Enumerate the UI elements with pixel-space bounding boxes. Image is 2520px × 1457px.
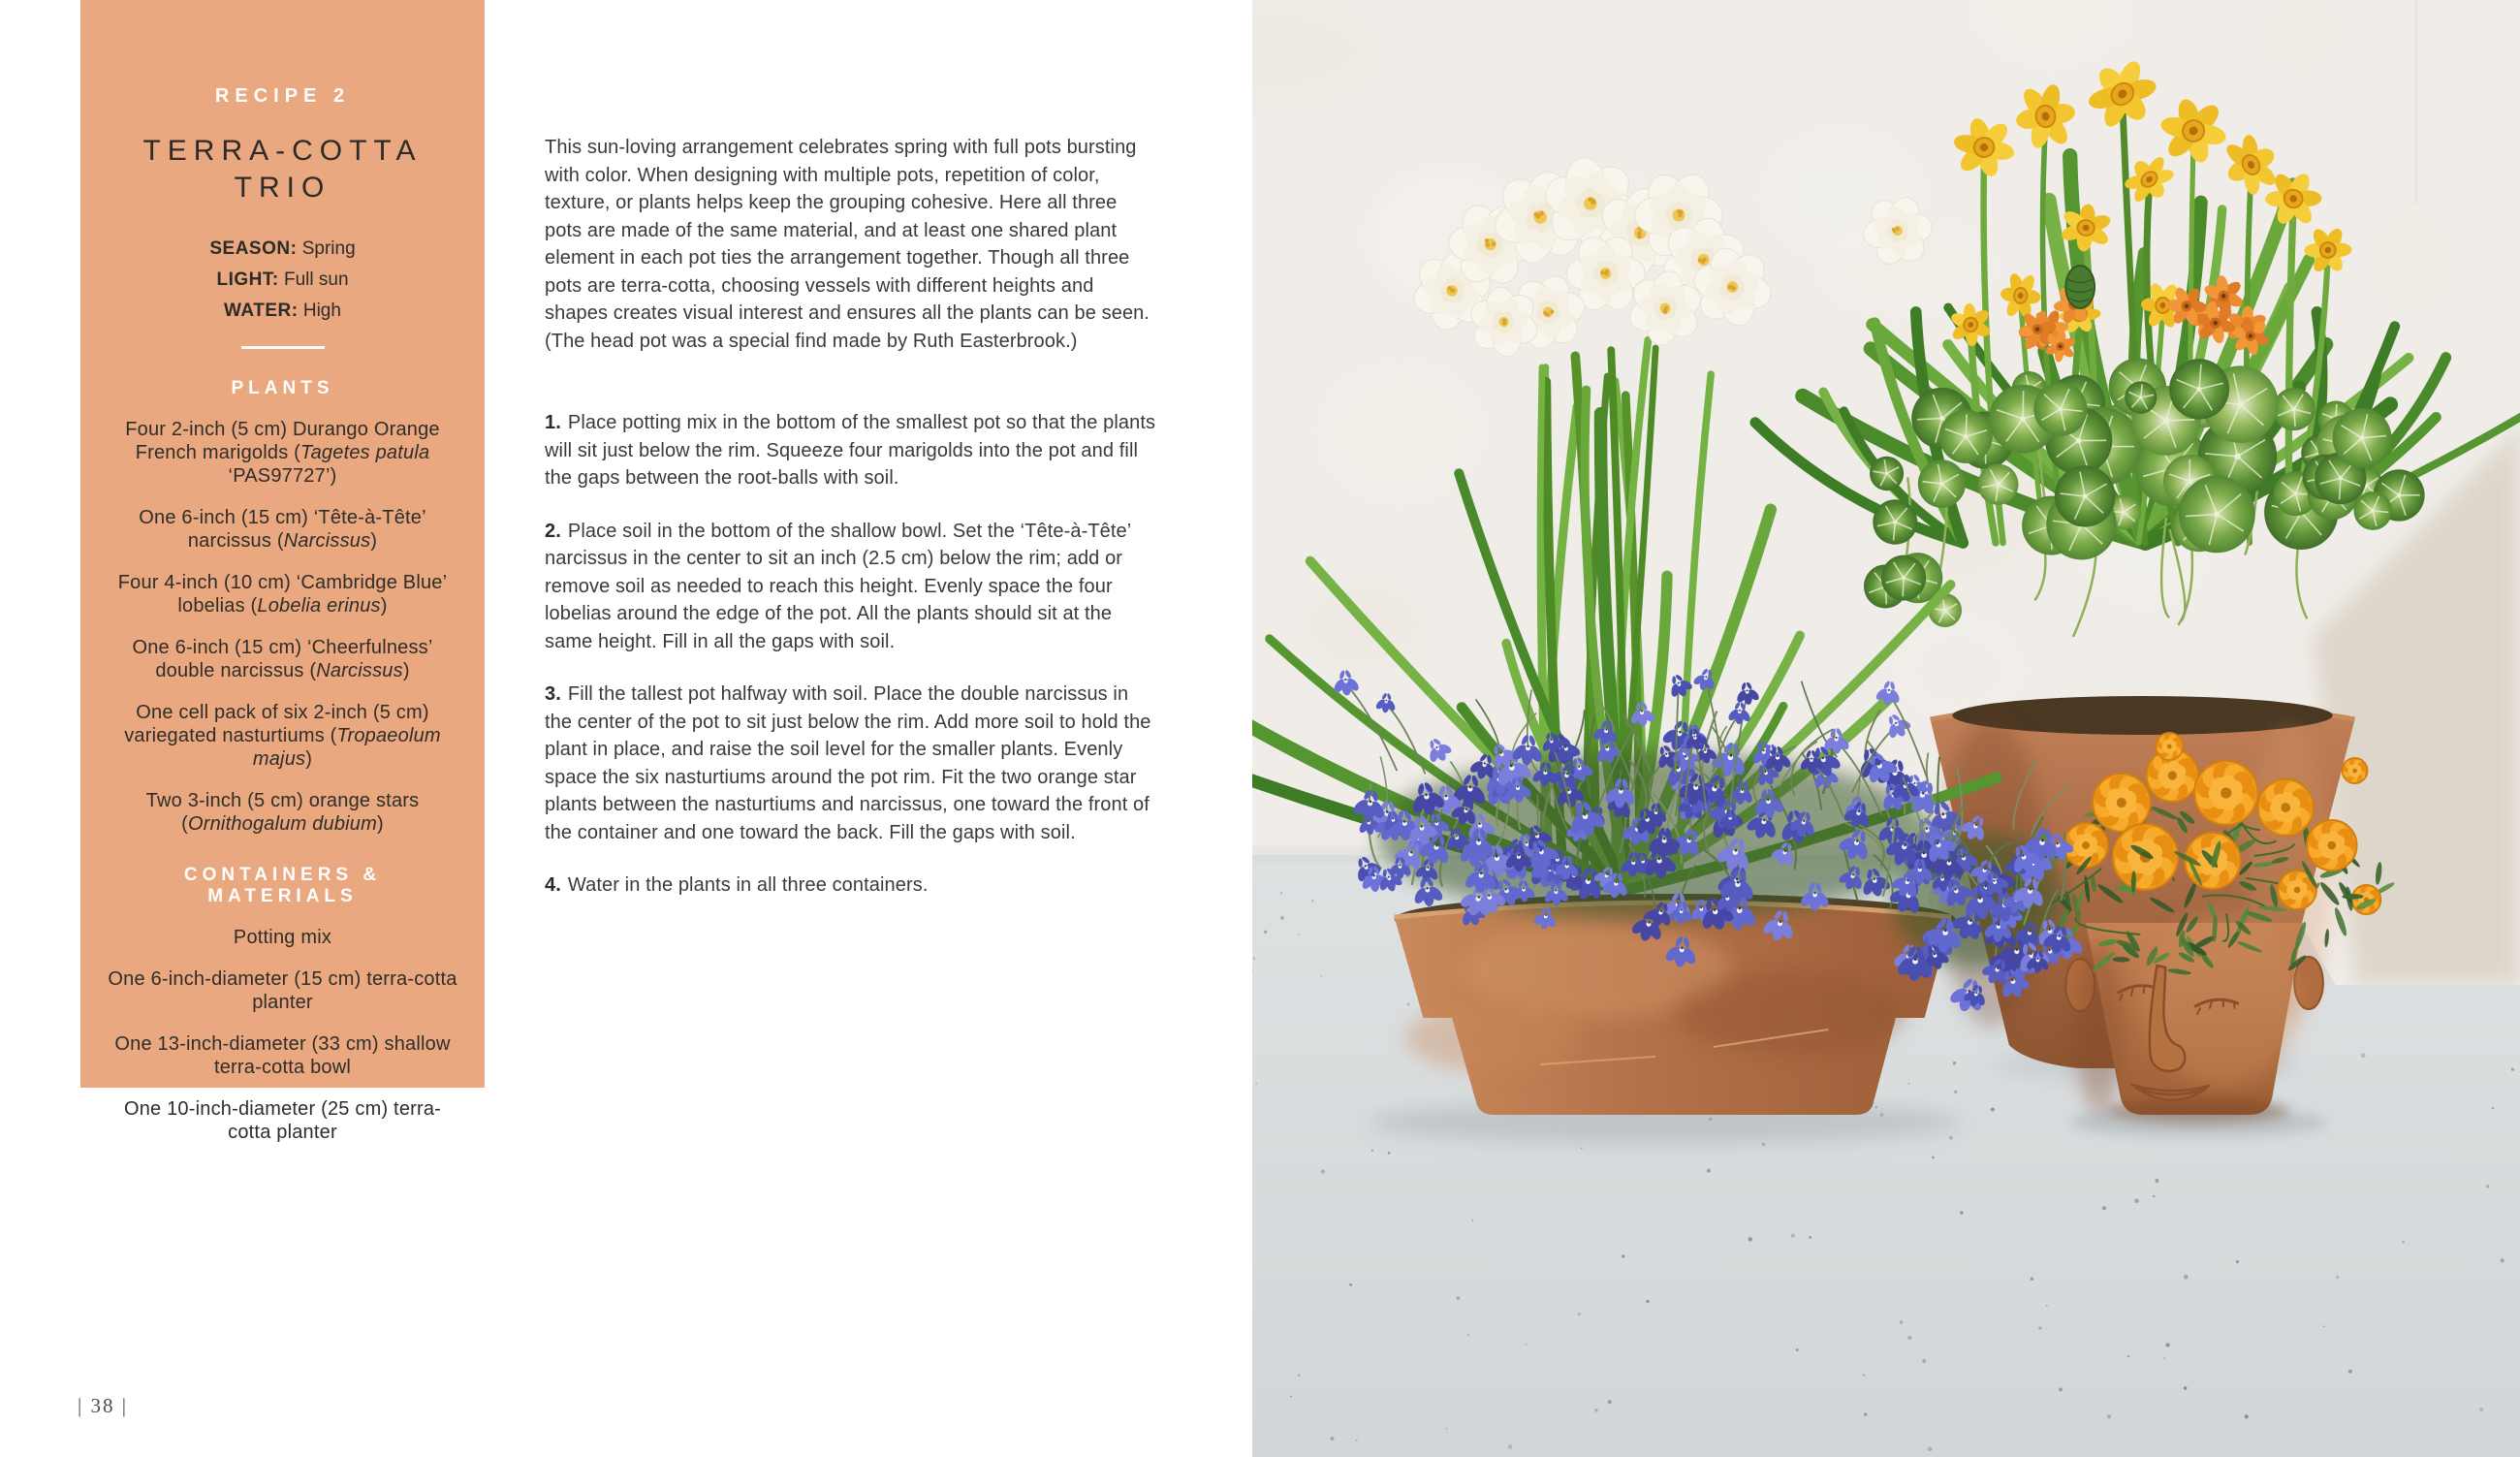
spec-light: LIGHT: Full sun (216, 269, 349, 290)
recipe-number-label: RECIPE 2 (214, 85, 351, 107)
page-number: | 38 | (78, 1394, 128, 1417)
recipe-title (108, 133, 457, 206)
spec-list (108, 234, 457, 327)
plant-item: One 6-inch (15 cm) ‘Tête-à-Tête’ narcissus (Narcissus) (139, 507, 426, 552)
step-paragraph: 3. Fill the tallest pot halfway with soil. Place the double narcissus in the center of the pot to sit just below the rim. Add more soil to hold the plant in place, and raise the soil level for the smaller plants. Evenly space the six nasturtiums around the pot rim. Fit the two orange star plants between the nasturtiums and narcissus, one toward the front of the container and one toward the back. Fill the gaps with soil. (545, 683, 1151, 843)
step-paragraph: 2. Place soil in the bottom of the shallow bowl. Set the ‘Tête-à-Tête’ narcissus in the center to sit an inch (2.5 cm) below the rim; add or remove soil as needed to reach this height. Evenly space the four lobelias around the edge of the pot. All the plants should sit at the same height. Fill in all the gaps with soil. (545, 520, 1131, 652)
spec-season: SEASON: Spring (209, 238, 356, 259)
shallow-terracotta-bowl (1395, 894, 1956, 1115)
recipe-sidebar (80, 0, 485, 1143)
containers-heading: CONTAINERS & MATERIALS (183, 865, 382, 906)
step-paragraph: 4. Water in the plants in all three containers. (545, 874, 929, 896)
instructions-column (545, 134, 1157, 925)
plant-item: One cell pack of six 2-inch (5 cm) variegated nasturtiums (Tropaeolum majus) (124, 702, 441, 770)
plant-item: Four 2-inch (5 cm) Durango Orange French marigolds (Tagetes patula ‘PAS97727’) (125, 419, 440, 487)
material-item: One 6-inch-diameter (15 cm) terra-cotta planter (108, 968, 457, 1013)
arrangement-photo (1252, 0, 2520, 1457)
plants-heading: PLANTS (231, 378, 334, 398)
plant-item: Four 4-inch (10 cm) ‘Cambridge Blue’ lobelias (Lobelia erinus) (117, 572, 448, 617)
intro-paragraph: This sun-loving arrangement celebrates spring with full pots bursting with color. When designing with multiple pots, repetition of color, texture, or plants helps keep the grouping cohesive. Here all three pots are made of the same material, and at least one shared plant element in each pot ties the arrangement together. Though all three pots are terra-cotta, choosing vessels with different heights and shapes creates visual interest and ensures all the plants can be seen. (The head pot was a special find made by Ruth Easterbrook.) (545, 137, 1150, 352)
material-item: One 13-inch-diameter (33 cm) shallow terra-cotta bowl (114, 1033, 451, 1078)
material-item: Potting mix (233, 927, 332, 948)
plant-item: One 6-inch (15 cm) ‘Cheerfulness’ double narcissus (Narcissus) (132, 637, 433, 681)
material-item: One 10-inch-diameter (25 cm) terra-cotta planter (123, 1098, 442, 1143)
plant-item: Two 3-inch (5 cm) orange stars (Ornithogalum dubium) (145, 790, 420, 835)
spec-water: WATER: High (224, 301, 341, 321)
step-paragraph: 1. Place potting mix in the bottom of the smallest pot so that the plants will sit just below the rim. Squeeze four marigolds into the pot and fill the gaps between the root-balls with soil. (545, 412, 1156, 489)
photo-illustration (1252, 0, 2520, 1457)
recipe-title-line2: TRIO (234, 172, 331, 204)
divider-rule (241, 346, 325, 349)
recipe-title-line1: TERRA-COTTA (142, 135, 423, 167)
